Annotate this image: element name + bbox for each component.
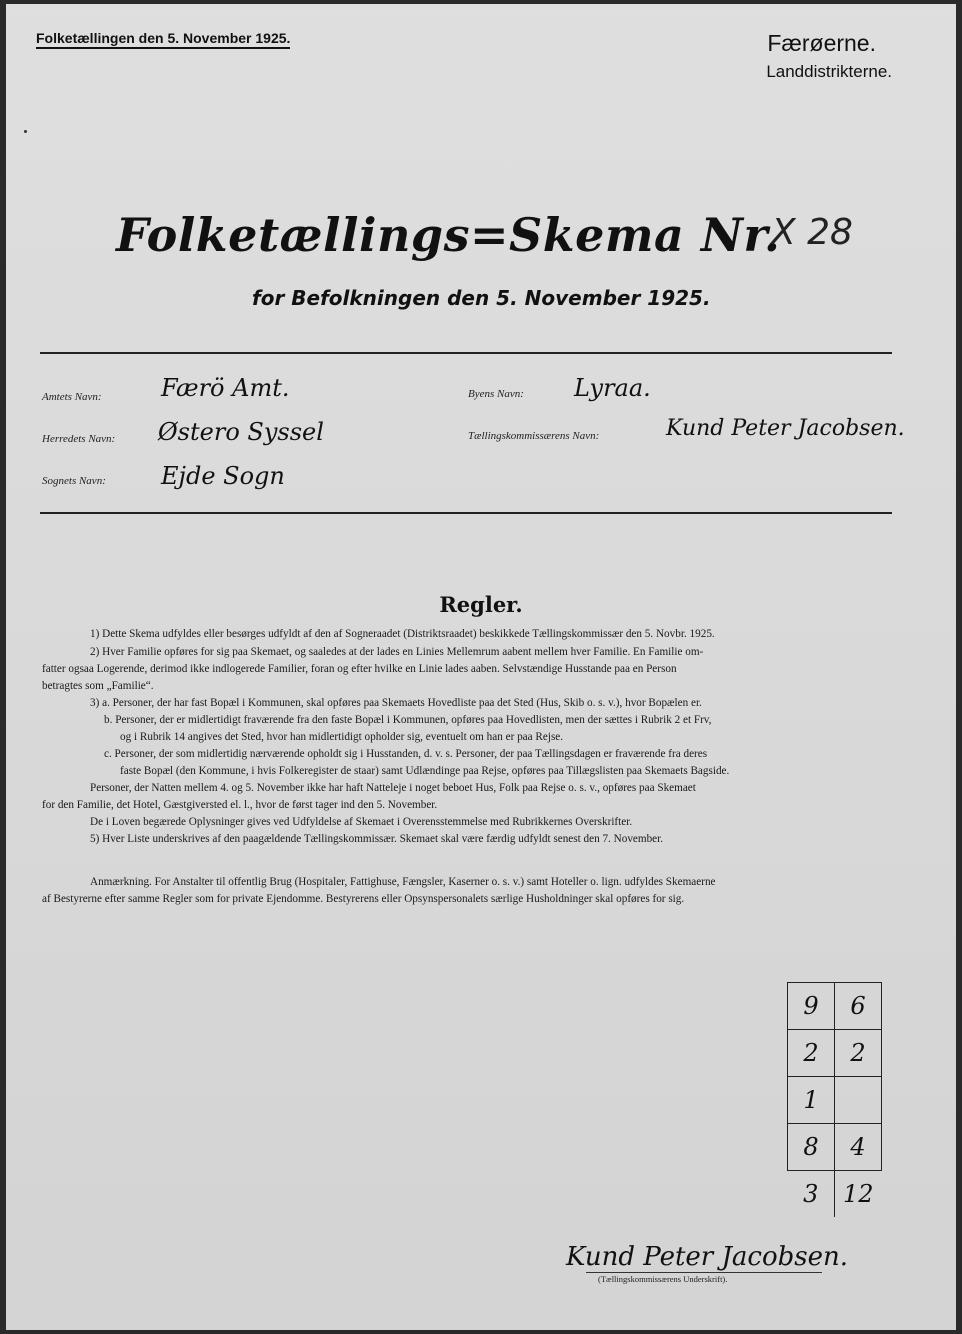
byens-value: Lyraa. (574, 374, 651, 402)
rule-line-11: for den Familie, det Hotel, Gæstgiversted el. l., hvor de først tager ind den 5. November. (42, 799, 438, 811)
sogn-value: Ejde Sogn (161, 462, 285, 490)
rule-line-7: og i Rubrik 14 angives det Sted, hvor han midlertidigt opholder sig, eventuelt om han er paa Rejse. (120, 731, 564, 743)
rule-line-4: betragtes som „Familie“. (42, 680, 154, 692)
census-form-page (6, 4, 956, 1330)
district-type-header: Landdistrikterne. (766, 62, 892, 81)
paper-speck (24, 130, 27, 133)
sogn-label: Sognets Navn: (42, 475, 106, 487)
tally-cell: 1 (788, 1077, 835, 1124)
tally-cell (835, 1077, 882, 1124)
tally-cell: 2 (835, 1030, 882, 1077)
tally-box (787, 982, 882, 1217)
form-title: Folketællings=Skema Nr. (116, 208, 781, 262)
rule-line-12: De i Loven begærede Oplysninger gives ved Udfyldelse af Skemaet i Overensstemmelse med Rubrikkernes Overskrifter. (90, 816, 633, 828)
kommissaer-label: Tællingskommissærens Navn: (468, 430, 600, 442)
byens-label: Byens Navn: (468, 388, 524, 400)
tally-cell: 4 (835, 1124, 882, 1171)
kommissaer-value: Kund Peter Jacobsen. (666, 416, 905, 441)
commissioner-signature: Kund Peter Jacobsen. (566, 1242, 849, 1272)
rule-line-10: Personer, der Natten mellem 4. og 5. November ikke har haft Natteleje i noget beboet Hus, Folk paa Rejse o. s. v., opføres paa Skemaet (90, 782, 696, 794)
rule-line-1: 1) Dette Skema udfyldes eller besørges udfyldt af den af Sogneraadet (Distriktsraadet) beskikkede Tællingskommissær den 5. Novbr. 1925. (90, 628, 715, 640)
rule-line-2: 2) Hver Familie opføres for sig paa Skemaet, og saaledes at der lades en Linies Mellemrum aabent mellem hver Familie. En Familie om- (90, 646, 704, 658)
rule-line-8: c. Personer, der som midlertidig nærværende opholdt sig i Husstanden, d. v. s. Personer, der paa Tællingsdagen er fraværende fra deres (104, 748, 708, 760)
rules-title: Regler. (439, 592, 523, 617)
divider-bottom (40, 512, 892, 514)
amt-label: Amtets Navn: (42, 391, 102, 403)
signature-caption: (Tællingskommissærens Underskrift). (598, 1274, 728, 1284)
herred-label: Herredets Navn: (42, 433, 116, 445)
tally-cell: 2 (788, 1030, 835, 1077)
rule-line-9: faste Bopæl (den Kommune, i hvis Folkeregister de staar) samt Udlændinge paa Rejse, opføres paa Tillægslisten paa Skemaets Bagside. (120, 765, 730, 777)
rule-line-6: b. Personer, der er midlertidigt fraværende fra den faste Bopæl i Kommunen, opføres paa Hovedlisten, men der sættes i Rubrik 2 et Frv, (104, 714, 712, 726)
note-line-1: Anmærkning. For Anstalter til offentlig Brug (Hospitaler, Fattighuse, Fængsler, Kaserner o. s. v.) samt Hoteller o. lign. udfyldes Skemaerne (90, 876, 716, 888)
signature-line (586, 1272, 822, 1273)
note-line-2: af Bestyrerne efter samme Regler som for private Ejendomme. Bestyrerens eller Opsynspersonalets særlige Husholdninger skal opføres for sig. (42, 893, 685, 905)
rule-line-5: 3) a. Personer, der har fast Bopæl i Kommunen, skal opføres paa Skemaets Hovedliste paa det Sted (Hus, Skib o. s. v.), hvor Bopælen er. (90, 697, 702, 709)
divider-top (40, 352, 892, 354)
tally-cell: 12 (835, 1171, 882, 1218)
form-subtitle: for Befolkningen den 5. November 1925. (252, 286, 711, 310)
region-header: Færøerne. (767, 30, 876, 56)
herred-value: Østero Syssel (158, 418, 324, 446)
tally-cell: 3 (803, 1180, 819, 1208)
amt-value: Færö Amt. (161, 374, 290, 402)
rule-line-3: fatter ogsaa Logerende, derimod ikke indlogerede Familier, foran og efter hvilke en Linie lades aaben. Selvstændige Husstande paa en Person (42, 663, 677, 675)
rule-line-13: 5) Hver Liste underskrives af den paagældende Tællingskommissær. Skemaet skal være færdig udfyldt senest den 7. November. (90, 833, 664, 845)
form-number-handwritten: X 28 (771, 212, 853, 253)
tally-cell: 9 (788, 983, 835, 1030)
tally-cell: 8 (788, 1124, 835, 1171)
census-date-header: Folketællingen den 5. November 1925. (36, 30, 290, 49)
tally-cell: 6 (835, 983, 882, 1030)
